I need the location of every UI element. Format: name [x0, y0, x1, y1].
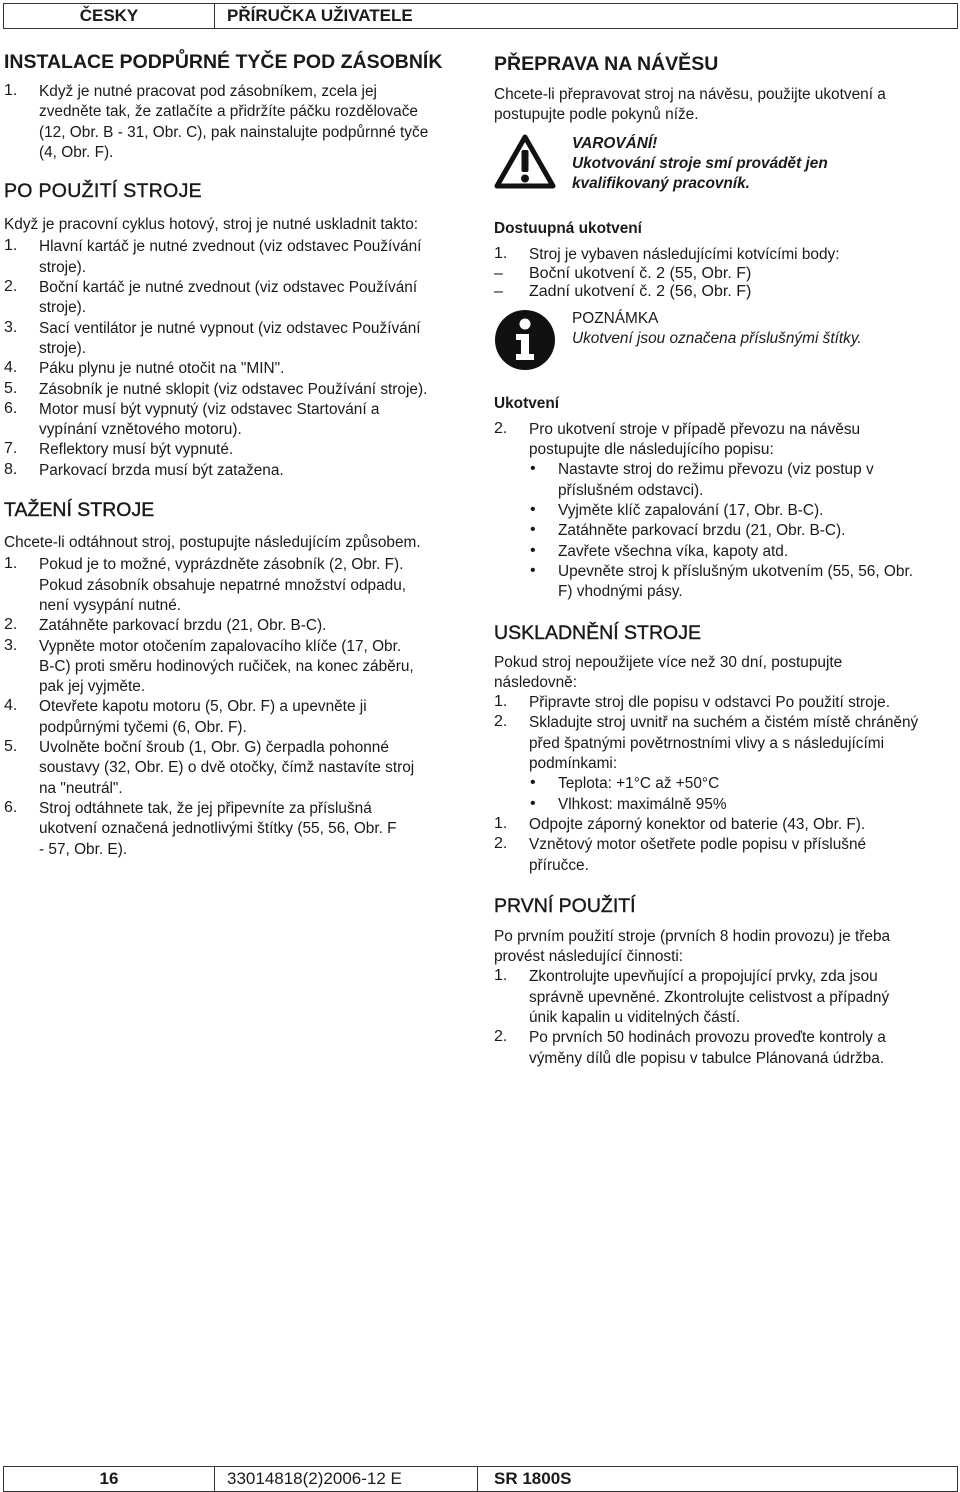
machine-model: SR 1800S	[477, 1466, 958, 1492]
bullet-mark: •	[530, 541, 536, 559]
step-text-line: Odpojte záporný konektor od baterie (43, Obr. F).	[529, 815, 866, 833]
step-text-line: Připravte stroj dle popisu v odstavci Po použití stroje.	[529, 694, 890, 712]
first-use-steps	[494, 967, 958, 1068]
bullet-item	[530, 562, 958, 603]
step-item	[4, 555, 470, 616]
step-text-line: není vysypání nutné.	[39, 596, 182, 614]
bullet-item	[530, 460, 958, 501]
dash-item	[494, 283, 958, 301]
step-number: 3.	[4, 318, 18, 336]
step-text-line: Sací ventilátor je nutné vypnout (viz odstavec Používání	[39, 319, 421, 337]
step-item	[4, 359, 470, 379]
first-use-intro	[494, 927, 958, 968]
step-text-line: správně upevněné. Zkontrolujte celistvost a případný	[529, 988, 890, 1006]
step-text-line: ukotvení označená jednotlivými štítky (55, 56, Obr. F	[39, 820, 397, 838]
section-title-first-use: PRVNÍ POUŽITÍ	[494, 894, 636, 917]
dash-mark: –	[494, 282, 503, 300]
step-text	[39, 440, 470, 460]
step-number: 1.	[4, 555, 18, 573]
step-text-line: soustavy (32, Obr. E) o dvě otočky, čímž nastavíte stroj	[39, 759, 415, 777]
step-text	[39, 237, 470, 278]
bullet-text	[558, 542, 958, 562]
bullet-text-line: Zavřete všechna víka, kapoty atd.	[558, 542, 789, 560]
step-text-line: Po prvních 50 hodinách provozu proveďte kontroly a	[529, 1029, 886, 1047]
section-title-towing: TAŽENÍ STROJE	[4, 499, 155, 522]
intro-line: Chcete-li přepravovat stroj na návěsu, použijte ukotvení a	[494, 86, 886, 103]
dash-item	[494, 265, 958, 283]
step-number: 8.	[4, 460, 18, 478]
step-item	[4, 697, 470, 738]
storage-conditions	[494, 774, 958, 815]
section-title-storage: USKLADNĚNÍ STROJE	[494, 621, 701, 644]
step-text	[529, 420, 958, 461]
step-text-line: postupujte dle následujícího popisu:	[529, 441, 774, 459]
bullet-mark: •	[530, 794, 536, 812]
step-number: 6.	[4, 399, 18, 417]
available-anchors-heading: Dostuupná ukotvení	[494, 219, 642, 237]
bullet-item	[530, 521, 958, 541]
step-text-line: Parkovací brzda musí být zatažena.	[39, 461, 284, 479]
anchoring-bullets	[494, 460, 958, 602]
step-text-line: Když je nutné pracovat pod zásobníkem, zcela jej	[39, 83, 377, 100]
after-use-intro: Když je pracovní cyklus hotový, stroj je nutné uskladnit takto:	[4, 216, 419, 234]
bullet-text-line: Vlhkost: maximálně 95%	[558, 795, 727, 813]
step-number: 3.	[4, 636, 18, 654]
step-item	[4, 637, 470, 698]
step-text-line: Stroj odtáhnete tak, že jej připevníte za příslušná	[39, 799, 372, 817]
step-text-line: Pokud je to možné, vyprázdněte zásobník (2, Obr. F).	[39, 556, 404, 574]
note-text: Ukotvení jsou označena příslušnými štítky.	[572, 330, 862, 348]
step-text	[39, 400, 470, 441]
bullet-text-line: F) vhodnými pásy.	[558, 583, 683, 601]
step-item	[494, 967, 958, 1028]
warning-line: kvalifikovaný pracovník.	[572, 175, 750, 193]
anchoring-step	[494, 420, 958, 461]
warning-triangle-icon	[494, 134, 572, 195]
step-text-line: Zásobník je nutné sklopit (viz odstavec Používání stroje).	[39, 380, 428, 398]
step-text	[39, 461, 470, 481]
bullet-mark: •	[530, 521, 536, 539]
step-text	[529, 245, 958, 265]
info-icon	[494, 309, 572, 376]
support-bar-steps	[4, 82, 470, 163]
header-title: PŘÍRUČKA UŽIVATELE	[214, 3, 958, 29]
step-item	[494, 713, 958, 774]
bullet-text	[558, 521, 958, 541]
intro-line: Po prvním použití stroje (prvních 8 hodin provozu) je třeba	[494, 927, 891, 945]
step-text	[39, 616, 470, 636]
bullet-text	[558, 562, 958, 603]
right-column	[494, 48, 958, 1069]
step-text-line: Hlavní kartáč je nutné zvednout (viz odstavec Používání	[39, 238, 422, 256]
storage-step-2	[494, 713, 958, 774]
step-number: 7.	[4, 440, 18, 458]
step-text-line: Zkontrolujte upevňující a propojující prvky, zda jsou	[529, 968, 878, 986]
step-text-line: - 57, Obr. E).	[39, 840, 128, 858]
dash-mark: –	[494, 264, 503, 282]
step-text-line: Vznětový motor ošetřete podle popisu v příslušné	[529, 836, 867, 854]
step-text	[39, 319, 470, 360]
document-code: 33014818(2)2006-12 E	[214, 1466, 478, 1492]
bullet-item	[530, 501, 958, 521]
step-number: 2.	[4, 278, 18, 296]
step-text	[39, 359, 470, 379]
step-text	[529, 835, 958, 876]
step-text-line: před špatnými povětrnostními vlivy a s následujícími	[529, 734, 884, 752]
step-text-line: pak jej vyjměte.	[39, 678, 146, 696]
step-number: 4.	[4, 359, 18, 377]
step-number: 2.	[494, 713, 508, 731]
storage-step-1	[494, 693, 958, 713]
step-number: 1.	[494, 814, 508, 832]
step-number: 6.	[4, 798, 18, 816]
step-text-line: (12, Obr. B - 31, Obr. C), pak nainstalujte podpůrnné tyče	[39, 123, 429, 141]
warning-text	[572, 154, 958, 195]
step-item	[4, 440, 470, 460]
step-text	[39, 799, 470, 860]
step-text-line: stroje).	[39, 258, 87, 276]
step-text-line: Boční kartáč je nutné zvednout (viz odstavec Používání	[39, 279, 418, 297]
step-text-line: Uvolněte boční šroub (1, Obr. G) čerpadla pohonné	[39, 739, 389, 757]
bullet-item	[530, 774, 958, 794]
step-text-line: podmínkami:	[529, 755, 618, 773]
warning-label: VAROVÁNÍ!	[572, 134, 658, 152]
bullet-text-line: Teplota: +1°C až +50°C	[558, 775, 720, 793]
step-text-line: vypínání vznětového motoru).	[39, 421, 242, 439]
section-title-after-use: PO POUŽITÍ STROJE	[4, 180, 202, 203]
step-number: 5.	[4, 738, 18, 756]
step-item	[4, 461, 470, 481]
step-text-line: Vypněte motor otočením zapalovacího klíče (17, Obr.	[39, 637, 402, 655]
step-text	[529, 815, 958, 835]
step-text-line: příručce.	[529, 856, 589, 874]
step-item	[4, 400, 470, 441]
step-item	[494, 245, 958, 265]
step-item	[4, 319, 470, 360]
step-number: 1.	[4, 237, 18, 255]
step-text	[39, 637, 470, 698]
step-text	[529, 713, 958, 774]
step-item	[4, 237, 470, 278]
step-item	[494, 693, 958, 713]
step-number: 2.	[494, 1028, 508, 1046]
step-text-line: výměny dílů dle popisu v tabulce Plánovaná údržba.	[529, 1049, 885, 1067]
section-title-transport: PŘEPRAVA NA NÁVĚSU	[494, 53, 719, 75]
step-text-line: Reflektory musí být vypnuté.	[39, 441, 234, 459]
step-item	[494, 420, 958, 461]
anchor-point-step	[494, 245, 958, 265]
step-text-line: únik kapalin u viditelných částí.	[529, 1009, 741, 1027]
page-number: 16	[3, 1466, 215, 1492]
step-number: 2.	[494, 419, 508, 437]
anchor-points-list	[494, 265, 958, 301]
step-item	[4, 616, 470, 636]
step-number: 2.	[4, 616, 18, 634]
step-number: 4.	[4, 697, 18, 715]
after-use-steps	[4, 237, 470, 481]
step-text-line: stroje).	[39, 299, 87, 317]
bullet-text-line: Vyjměte klíč zapalování (17, Obr. B-C).	[558, 502, 824, 520]
step-number: 5.	[4, 379, 18, 397]
step-text	[529, 967, 958, 1028]
step-text-line: stroje).	[39, 339, 87, 357]
bullet-text	[558, 501, 958, 521]
step-text	[39, 697, 470, 738]
step-text-line: Stroj je vybaven následujícími kotvícími body:	[529, 245, 840, 263]
bullet-text	[558, 774, 958, 794]
step-text	[39, 738, 470, 799]
step-text	[529, 1028, 958, 1069]
bullet-mark: •	[530, 460, 536, 478]
step-number: 1.	[4, 82, 18, 99]
section-title-support-bar: INSTALACE PODPŮRNÉ TYČE POD ZÁSOBNÍK	[4, 51, 443, 73]
bullet-text	[558, 460, 958, 501]
step-item	[4, 380, 470, 400]
step-number: 2.	[494, 835, 508, 853]
step-text	[39, 278, 470, 319]
step-text-line: Pokud zásobník obsahuje nepatrné množství odpadu,	[39, 576, 407, 594]
anchoring-heading: Ukotvení	[494, 394, 559, 412]
transport-intro	[494, 85, 958, 126]
towing-intro: Chcete-li odtáhnout stroj, postupujte následujícím způsobem.	[4, 534, 421, 552]
step-text-line: Motor musí být vypnutý (viz odstavec Startování a	[39, 400, 380, 418]
storage-steps-after	[494, 815, 958, 876]
step-text-line: Otevřete kapotu motoru (5, Obr. F) a upevněte ji	[39, 698, 367, 716]
dash-text: Zadní ukotvení č. 2 (56, Obr. F)	[529, 282, 752, 300]
step-text-line: Skladujte stroj uvnitř na suchém a čistém místě chráněný	[529, 714, 919, 732]
step-number: 1.	[494, 693, 508, 711]
storage-intro	[494, 653, 958, 694]
step-text-line: Pro ukotvení stroje v případě převozu na návěsu	[529, 420, 861, 438]
bullet-text	[558, 795, 958, 815]
step-text-line: podpůrnými tyčemi (6, Obr. F).	[39, 718, 247, 736]
step-text	[529, 693, 958, 713]
step-text-line: zvedněte tak, že zatlačíte a přidržíte páčku rozdělovače	[39, 103, 418, 121]
step-item	[494, 835, 958, 876]
step-text-line: Páku plynu je nutné otočit na "MIN".	[39, 360, 285, 378]
step-item	[494, 815, 958, 835]
step-item	[4, 278, 470, 319]
intro-line: následovně:	[494, 673, 578, 691]
step-text	[39, 555, 470, 616]
towing-steps	[4, 555, 470, 859]
step-number: 1.	[494, 244, 508, 262]
step-item	[4, 799, 470, 860]
step-item	[494, 1028, 958, 1069]
intro-line: postupujte podle pokynů níže.	[494, 106, 699, 124]
note-box	[494, 309, 958, 376]
step-item	[4, 82, 470, 163]
note-label: POZNÁMKA	[572, 309, 659, 327]
dash-text: Boční ukotvení č. 2 (55, Obr. F)	[529, 264, 752, 282]
intro-line: provést následující činnosti:	[494, 948, 684, 966]
step-text-line: Zatáhněte parkovací brzdu (21, Obr. B-C).	[39, 617, 327, 635]
step-number: 1.	[494, 967, 508, 985]
header-language: ČESKY	[3, 3, 215, 29]
step-text-line: (4, Obr. F).	[39, 143, 114, 161]
bullet-text-line: Zatáhněte parkovací brzdu (21, Obr. B-C).	[558, 522, 846, 540]
bullet-mark: •	[530, 501, 536, 519]
warning-box	[494, 134, 958, 195]
intro-line: Pokud stroj nepoužijete více než 30 dní, postupujte	[494, 653, 843, 671]
bullet-mark: •	[530, 561, 536, 579]
bullet-item	[530, 542, 958, 562]
step-text	[39, 82, 470, 163]
step-text-line: na "neutrál".	[39, 779, 123, 797]
step-text-line: B-C) proti směru hodinových ručiček, na konec záběru,	[39, 657, 414, 675]
step-text	[39, 380, 470, 400]
bullet-text-line: Upevněte stroj k příslušným ukotvením (55, 56, Obr.	[558, 562, 913, 580]
bullet-item	[530, 795, 958, 815]
bullet-text-line: Nastavte stroj do režimu převozu (viz postup v	[558, 461, 874, 479]
warning-line: Ukotvování stroje smí provádět jen	[572, 154, 828, 172]
step-item	[4, 738, 470, 799]
bullet-mark: •	[530, 774, 536, 792]
left-column	[4, 48, 470, 860]
bullet-text-line: příslušném odstavci).	[558, 481, 704, 499]
